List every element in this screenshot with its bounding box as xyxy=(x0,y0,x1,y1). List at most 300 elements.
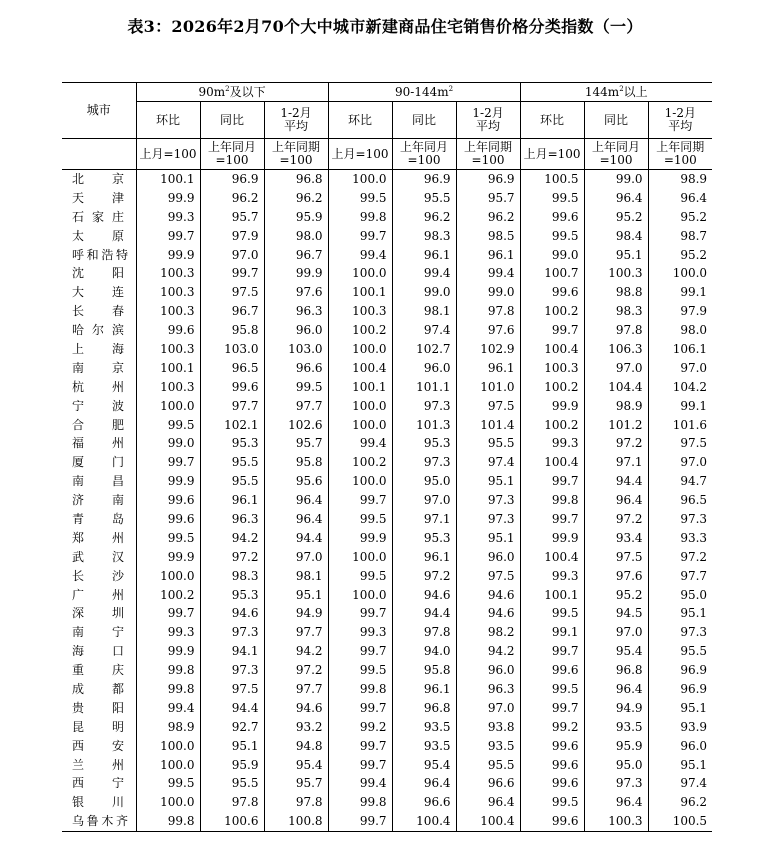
index-value: 96.9 xyxy=(392,170,456,189)
index-value: 100.4 xyxy=(520,453,584,472)
index-value: 100.4 xyxy=(392,812,456,831)
index-value: 93.4 xyxy=(584,529,648,548)
group-header-large: $144m^2$以上 xyxy=(520,83,712,102)
city-char: 上 xyxy=(72,341,85,356)
index-value: 97.5 xyxy=(456,567,520,586)
city-char: 波 xyxy=(111,398,124,413)
table-row xyxy=(62,359,712,378)
index-value: 97.2 xyxy=(584,434,648,453)
index-value: 95.9 xyxy=(264,208,328,227)
header-line: 同比 xyxy=(604,112,629,127)
table-row xyxy=(62,604,712,623)
city-name-cell xyxy=(62,548,136,567)
index-value: 97.0 xyxy=(392,491,456,510)
index-value: 96.2 xyxy=(648,793,712,812)
index-value: 99.6 xyxy=(520,737,584,756)
header-line: =100 xyxy=(279,153,313,167)
index-value: 99.8 xyxy=(136,661,200,680)
index-value: 99.7 xyxy=(328,491,392,510)
index-value: 100.1 xyxy=(328,378,392,397)
index-value: 97.3 xyxy=(456,491,520,510)
index-value: 99.5 xyxy=(520,227,584,246)
city-name xyxy=(72,570,124,583)
index-value: 93.3 xyxy=(648,529,712,548)
city-name-cell xyxy=(62,264,136,283)
table-row xyxy=(62,264,712,283)
table-row xyxy=(62,737,712,756)
city-char: 乌 xyxy=(72,814,85,829)
index-value: 98.9 xyxy=(584,397,648,416)
index-value: 98.3 xyxy=(392,227,456,246)
table-row xyxy=(62,170,712,189)
base-header xyxy=(136,139,200,170)
header-line: 上年同期 xyxy=(464,140,513,154)
index-value: 95.5 xyxy=(648,642,712,661)
city-char: 阳 xyxy=(111,266,124,281)
city-name-cell xyxy=(62,283,136,302)
index-value: 99.7 xyxy=(136,227,200,246)
index-value: 94.6 xyxy=(456,586,520,605)
index-value: 94.6 xyxy=(456,604,520,623)
index-value: 99.7 xyxy=(136,453,200,472)
city-name xyxy=(72,305,124,318)
index-value: 97.7 xyxy=(648,567,712,586)
index-value: 96.5 xyxy=(200,359,264,378)
index-value: 99.7 xyxy=(136,604,200,623)
city-char: 家 xyxy=(91,209,104,224)
table-row xyxy=(62,812,712,831)
index-value: 99.4 xyxy=(328,775,392,794)
index-value: 96.1 xyxy=(456,246,520,265)
index-value: 100.3 xyxy=(136,264,200,283)
city-name xyxy=(72,362,124,375)
city-name-cell xyxy=(62,529,136,548)
index-value: 95.9 xyxy=(200,756,264,775)
city-char: 岛 xyxy=(111,511,124,526)
city-char: 尔 xyxy=(91,323,104,338)
index-value: 99.7 xyxy=(328,604,392,623)
index-value: 99.2 xyxy=(328,718,392,737)
index-value: 96.9 xyxy=(200,170,264,189)
city-name-cell xyxy=(62,775,136,794)
index-value: 96.3 xyxy=(200,510,264,529)
index-value: 102.6 xyxy=(264,416,328,435)
table-row xyxy=(62,340,712,359)
city-name-cell xyxy=(62,378,136,397)
city-char: 州 xyxy=(111,530,124,545)
index-value: 95.3 xyxy=(392,529,456,548)
subcolumn-header xyxy=(264,102,328,139)
index-value: 97.8 xyxy=(392,623,456,642)
table-row xyxy=(62,661,712,680)
index-value: 99.9 xyxy=(136,548,200,567)
city-name-cell xyxy=(62,453,136,472)
city-char: 成 xyxy=(72,681,85,696)
table-row xyxy=(62,246,712,265)
index-value: 104.2 xyxy=(648,378,712,397)
index-value: 99.7 xyxy=(328,227,392,246)
city-name-cell xyxy=(62,170,136,189)
city-char: 明 xyxy=(111,719,124,734)
index-value: 99.8 xyxy=(328,680,392,699)
table-row xyxy=(62,756,712,775)
city-char: 浩 xyxy=(101,247,114,262)
index-value: 101.0 xyxy=(456,378,520,397)
city-char: 安 xyxy=(111,738,124,753)
city-name-cell xyxy=(62,510,136,529)
subcolumn-header xyxy=(648,102,712,139)
city-char: 连 xyxy=(111,285,124,300)
index-value: 94.6 xyxy=(264,699,328,718)
city-char: 贵 xyxy=(72,700,85,715)
city-char: 兰 xyxy=(72,757,85,772)
index-value: 104.4 xyxy=(584,378,648,397)
index-value: 101.4 xyxy=(456,416,520,435)
index-value: 96.2 xyxy=(264,189,328,208)
index-value: 95.1 xyxy=(648,699,712,718)
index-value: 99.0 xyxy=(136,434,200,453)
index-value: 95.0 xyxy=(392,472,456,491)
index-value: 94.8 xyxy=(264,737,328,756)
index-value: 99.5 xyxy=(328,189,392,208)
header-line: 环比 xyxy=(348,112,373,127)
index-value: 95.5 xyxy=(456,756,520,775)
city-name xyxy=(72,589,124,602)
table-row xyxy=(62,793,712,812)
index-value: 94.6 xyxy=(200,604,264,623)
index-value: 94.5 xyxy=(584,604,648,623)
table-row xyxy=(62,189,712,208)
city-char: 厦 xyxy=(72,455,85,470)
index-value: 97.5 xyxy=(648,434,712,453)
index-value: 96.5 xyxy=(648,491,712,510)
index-value: 96.7 xyxy=(200,302,264,321)
city-char: 木 xyxy=(101,814,114,829)
index-value: 100.1 xyxy=(328,283,392,302)
city-char: 郑 xyxy=(72,530,85,545)
index-value: 93.8 xyxy=(456,718,520,737)
base-header xyxy=(584,139,648,170)
index-value: 99.5 xyxy=(264,378,328,397)
city-name-cell xyxy=(62,756,136,775)
header-line: 平均 xyxy=(476,119,501,133)
index-value: 96.0 xyxy=(456,548,520,567)
index-value: 97.5 xyxy=(456,397,520,416)
index-value: 96.6 xyxy=(392,793,456,812)
index-value: 96.9 xyxy=(456,170,520,189)
index-value: 97.0 xyxy=(264,548,328,567)
index-value: 95.4 xyxy=(392,756,456,775)
index-value: 96.4 xyxy=(264,491,328,510)
index-value: 99.7 xyxy=(520,321,584,340)
table-row xyxy=(62,453,712,472)
index-value: 98.9 xyxy=(136,718,200,737)
index-value: 100.1 xyxy=(136,359,200,378)
index-value: 100.1 xyxy=(520,586,584,605)
index-value: 100.2 xyxy=(520,416,584,435)
table-row xyxy=(62,642,712,661)
index-value: 99.6 xyxy=(520,661,584,680)
city-name xyxy=(72,230,124,243)
city-char: 宁 xyxy=(111,625,124,640)
city-name-cell xyxy=(62,340,136,359)
index-value: 100.3 xyxy=(520,359,584,378)
city-name xyxy=(72,381,124,394)
city-name-cell xyxy=(62,302,136,321)
index-value: 99.5 xyxy=(520,680,584,699)
city-char: 宁 xyxy=(111,776,124,791)
index-value: 100.2 xyxy=(328,321,392,340)
index-value: 96.1 xyxy=(456,359,520,378)
table-row xyxy=(62,699,712,718)
index-value: 93.5 xyxy=(456,737,520,756)
index-value: 94.9 xyxy=(264,604,328,623)
header-line: 1-2月 xyxy=(664,106,696,120)
city-char: 汉 xyxy=(111,549,124,564)
index-value: 98.1 xyxy=(392,302,456,321)
index-value: 97.2 xyxy=(584,510,648,529)
header-line: =100 xyxy=(407,153,441,167)
index-value: 98.0 xyxy=(264,227,328,246)
index-value: 100.3 xyxy=(136,283,200,302)
table-row xyxy=(62,718,712,737)
index-value: 97.7 xyxy=(264,623,328,642)
index-value: 97.4 xyxy=(456,453,520,472)
index-value: 95.5 xyxy=(200,472,264,491)
index-value: 97.4 xyxy=(648,775,712,794)
header-line: =100 xyxy=(599,153,633,167)
index-value: 99.8 xyxy=(136,812,200,831)
city-name-cell xyxy=(62,642,136,661)
table-row xyxy=(62,680,712,699)
index-value: 98.2 xyxy=(456,623,520,642)
index-value: 93.9 xyxy=(648,718,712,737)
index-value: 97.5 xyxy=(200,680,264,699)
index-value: 96.9 xyxy=(648,661,712,680)
index-value: 94.1 xyxy=(200,642,264,661)
header-line: 平均 xyxy=(668,119,693,133)
index-value: 93.5 xyxy=(392,718,456,737)
base-header xyxy=(200,139,264,170)
table-row xyxy=(62,491,712,510)
index-value: 99.4 xyxy=(136,699,200,718)
index-value: 100.0 xyxy=(328,548,392,567)
header-line: 上月=100 xyxy=(139,146,197,161)
city-name-cell xyxy=(62,680,136,699)
index-value: 100.2 xyxy=(328,453,392,472)
index-value: 99.3 xyxy=(136,208,200,227)
city-name xyxy=(72,211,124,224)
index-value: 95.2 xyxy=(584,208,648,227)
index-value: 100.0 xyxy=(328,586,392,605)
group-header-small: $90m^2$及以下 xyxy=(136,83,328,102)
city-char: 鲁 xyxy=(86,814,99,829)
index-value: 99.9 xyxy=(520,529,584,548)
index-value: 100.0 xyxy=(328,397,392,416)
index-value: 95.8 xyxy=(200,321,264,340)
index-value: 99.0 xyxy=(520,246,584,265)
subcolumn-header xyxy=(200,102,264,139)
city-char: 海 xyxy=(72,644,85,659)
index-value: 96.4 xyxy=(456,793,520,812)
header-line: 环比 xyxy=(155,112,180,127)
index-value: 99.5 xyxy=(328,510,392,529)
index-value: 95.7 xyxy=(264,775,328,794)
city-name xyxy=(72,249,128,262)
index-value: 98.3 xyxy=(584,302,648,321)
index-value: 100.3 xyxy=(136,378,200,397)
index-value: 97.3 xyxy=(456,510,520,529)
index-value: 99.8 xyxy=(328,208,392,227)
header-line: 环比 xyxy=(540,112,565,127)
city-name-cell xyxy=(62,397,136,416)
index-value: 99.5 xyxy=(520,189,584,208)
city-char: 西 xyxy=(72,776,85,791)
index-value: 97.3 xyxy=(392,397,456,416)
index-value: 95.3 xyxy=(200,586,264,605)
table-row xyxy=(62,775,712,794)
city-char: 西 xyxy=(72,738,85,753)
city-char: 州 xyxy=(111,587,124,602)
index-value: 99.7 xyxy=(328,812,392,831)
index-value: 95.6 xyxy=(264,472,328,491)
index-value: 95.0 xyxy=(584,756,648,775)
index-value: 100.2 xyxy=(520,378,584,397)
city-char: 齐 xyxy=(115,814,128,829)
index-value: 97.7 xyxy=(264,680,328,699)
index-value: 99.6 xyxy=(520,775,584,794)
index-value: 100.0 xyxy=(648,264,712,283)
index-value: 99.6 xyxy=(136,491,200,510)
index-value: 100.4 xyxy=(520,548,584,567)
subcolumn-header xyxy=(456,102,520,139)
subcolumn-header xyxy=(392,102,456,139)
index-value: 99.3 xyxy=(520,434,584,453)
index-value: 98.3 xyxy=(200,567,264,586)
city-name xyxy=(72,192,124,205)
index-value: 100.0 xyxy=(328,170,392,189)
group-header-medium: $90-144m^2$ xyxy=(328,83,520,102)
city-name-cell xyxy=(62,586,136,605)
city-name xyxy=(72,645,124,658)
index-value: 102.1 xyxy=(200,416,264,435)
index-value: 95.1 xyxy=(648,756,712,775)
index-value: 100.1 xyxy=(136,170,200,189)
table-row xyxy=(62,397,712,416)
index-value: 97.2 xyxy=(392,567,456,586)
index-value: 94.9 xyxy=(584,699,648,718)
city-char: 京 xyxy=(111,171,124,186)
city-name-cell xyxy=(62,416,136,435)
header-line: 上年同期 xyxy=(272,140,321,154)
city-char: 阳 xyxy=(111,700,124,715)
index-value: 96.8 xyxy=(392,699,456,718)
index-value: 99.9 xyxy=(136,642,200,661)
index-value: 95.3 xyxy=(392,434,456,453)
city-char: 沙 xyxy=(111,568,124,583)
index-value: 94.2 xyxy=(456,642,520,661)
index-value: 97.5 xyxy=(200,283,264,302)
index-value: 96.4 xyxy=(648,189,712,208)
city-name xyxy=(72,400,124,413)
city-char: 津 xyxy=(111,190,124,205)
index-value: 99.5 xyxy=(520,604,584,623)
city-char: 南 xyxy=(72,360,85,375)
city-name-cell xyxy=(62,623,136,642)
city-name-cell xyxy=(62,208,136,227)
index-value: 99.3 xyxy=(136,623,200,642)
index-value: 99.8 xyxy=(328,793,392,812)
city-char: 长 xyxy=(72,568,85,583)
index-value: 95.1 xyxy=(584,246,648,265)
city-char: 京 xyxy=(111,360,124,375)
index-value: 99.4 xyxy=(456,264,520,283)
city-char: 大 xyxy=(72,285,85,300)
index-value: 95.7 xyxy=(264,434,328,453)
index-value: 96.3 xyxy=(456,680,520,699)
index-value: 100.4 xyxy=(520,340,584,359)
header-line: 上年同期 xyxy=(656,140,705,154)
index-value: 99.9 xyxy=(136,246,200,265)
index-value: 99.5 xyxy=(136,529,200,548)
index-value: 97.0 xyxy=(648,453,712,472)
city-char: 宁 xyxy=(72,398,85,413)
city-char: 南 xyxy=(72,474,85,489)
subcolumn-header xyxy=(584,102,648,139)
index-value: 101.3 xyxy=(392,416,456,435)
index-value: 96.9 xyxy=(648,680,712,699)
index-value: 97.7 xyxy=(264,397,328,416)
city-name-cell xyxy=(62,491,136,510)
index-value: 95.5 xyxy=(200,775,264,794)
index-value: 100.4 xyxy=(328,359,392,378)
index-value: 99.9 xyxy=(136,189,200,208)
base-header xyxy=(392,139,456,170)
index-value: 99.1 xyxy=(648,397,712,416)
header-line: 同比 xyxy=(412,112,437,127)
index-value: 96.3 xyxy=(264,302,328,321)
city-char: 深 xyxy=(72,606,85,621)
index-value: 99.6 xyxy=(520,208,584,227)
index-value: 97.8 xyxy=(200,793,264,812)
index-value: 97.7 xyxy=(200,397,264,416)
city-name-cell xyxy=(62,812,136,831)
base-header xyxy=(264,139,328,170)
index-value: 100.5 xyxy=(648,812,712,831)
index-value: 97.0 xyxy=(200,246,264,265)
city-name xyxy=(72,173,124,186)
index-value: 97.2 xyxy=(200,548,264,567)
index-value: 103.0 xyxy=(264,340,328,359)
index-value: 99.7 xyxy=(328,756,392,775)
city-name xyxy=(72,815,128,828)
index-value: 95.5 xyxy=(200,453,264,472)
index-value: 95.2 xyxy=(648,246,712,265)
header-line: 上月=100 xyxy=(523,146,581,161)
table-row xyxy=(62,378,712,397)
index-value: 93.5 xyxy=(584,718,648,737)
index-value: 99.3 xyxy=(520,567,584,586)
index-value: 96.8 xyxy=(264,170,328,189)
city-column-header: 城市 xyxy=(62,83,136,139)
index-value: 94.2 xyxy=(264,642,328,661)
index-value: 97.0 xyxy=(456,699,520,718)
subcolumn-header xyxy=(136,102,200,139)
city-name-cell xyxy=(62,321,136,340)
index-value: 94.4 xyxy=(584,472,648,491)
index-value: 95.1 xyxy=(456,472,520,491)
index-value: 96.2 xyxy=(392,208,456,227)
